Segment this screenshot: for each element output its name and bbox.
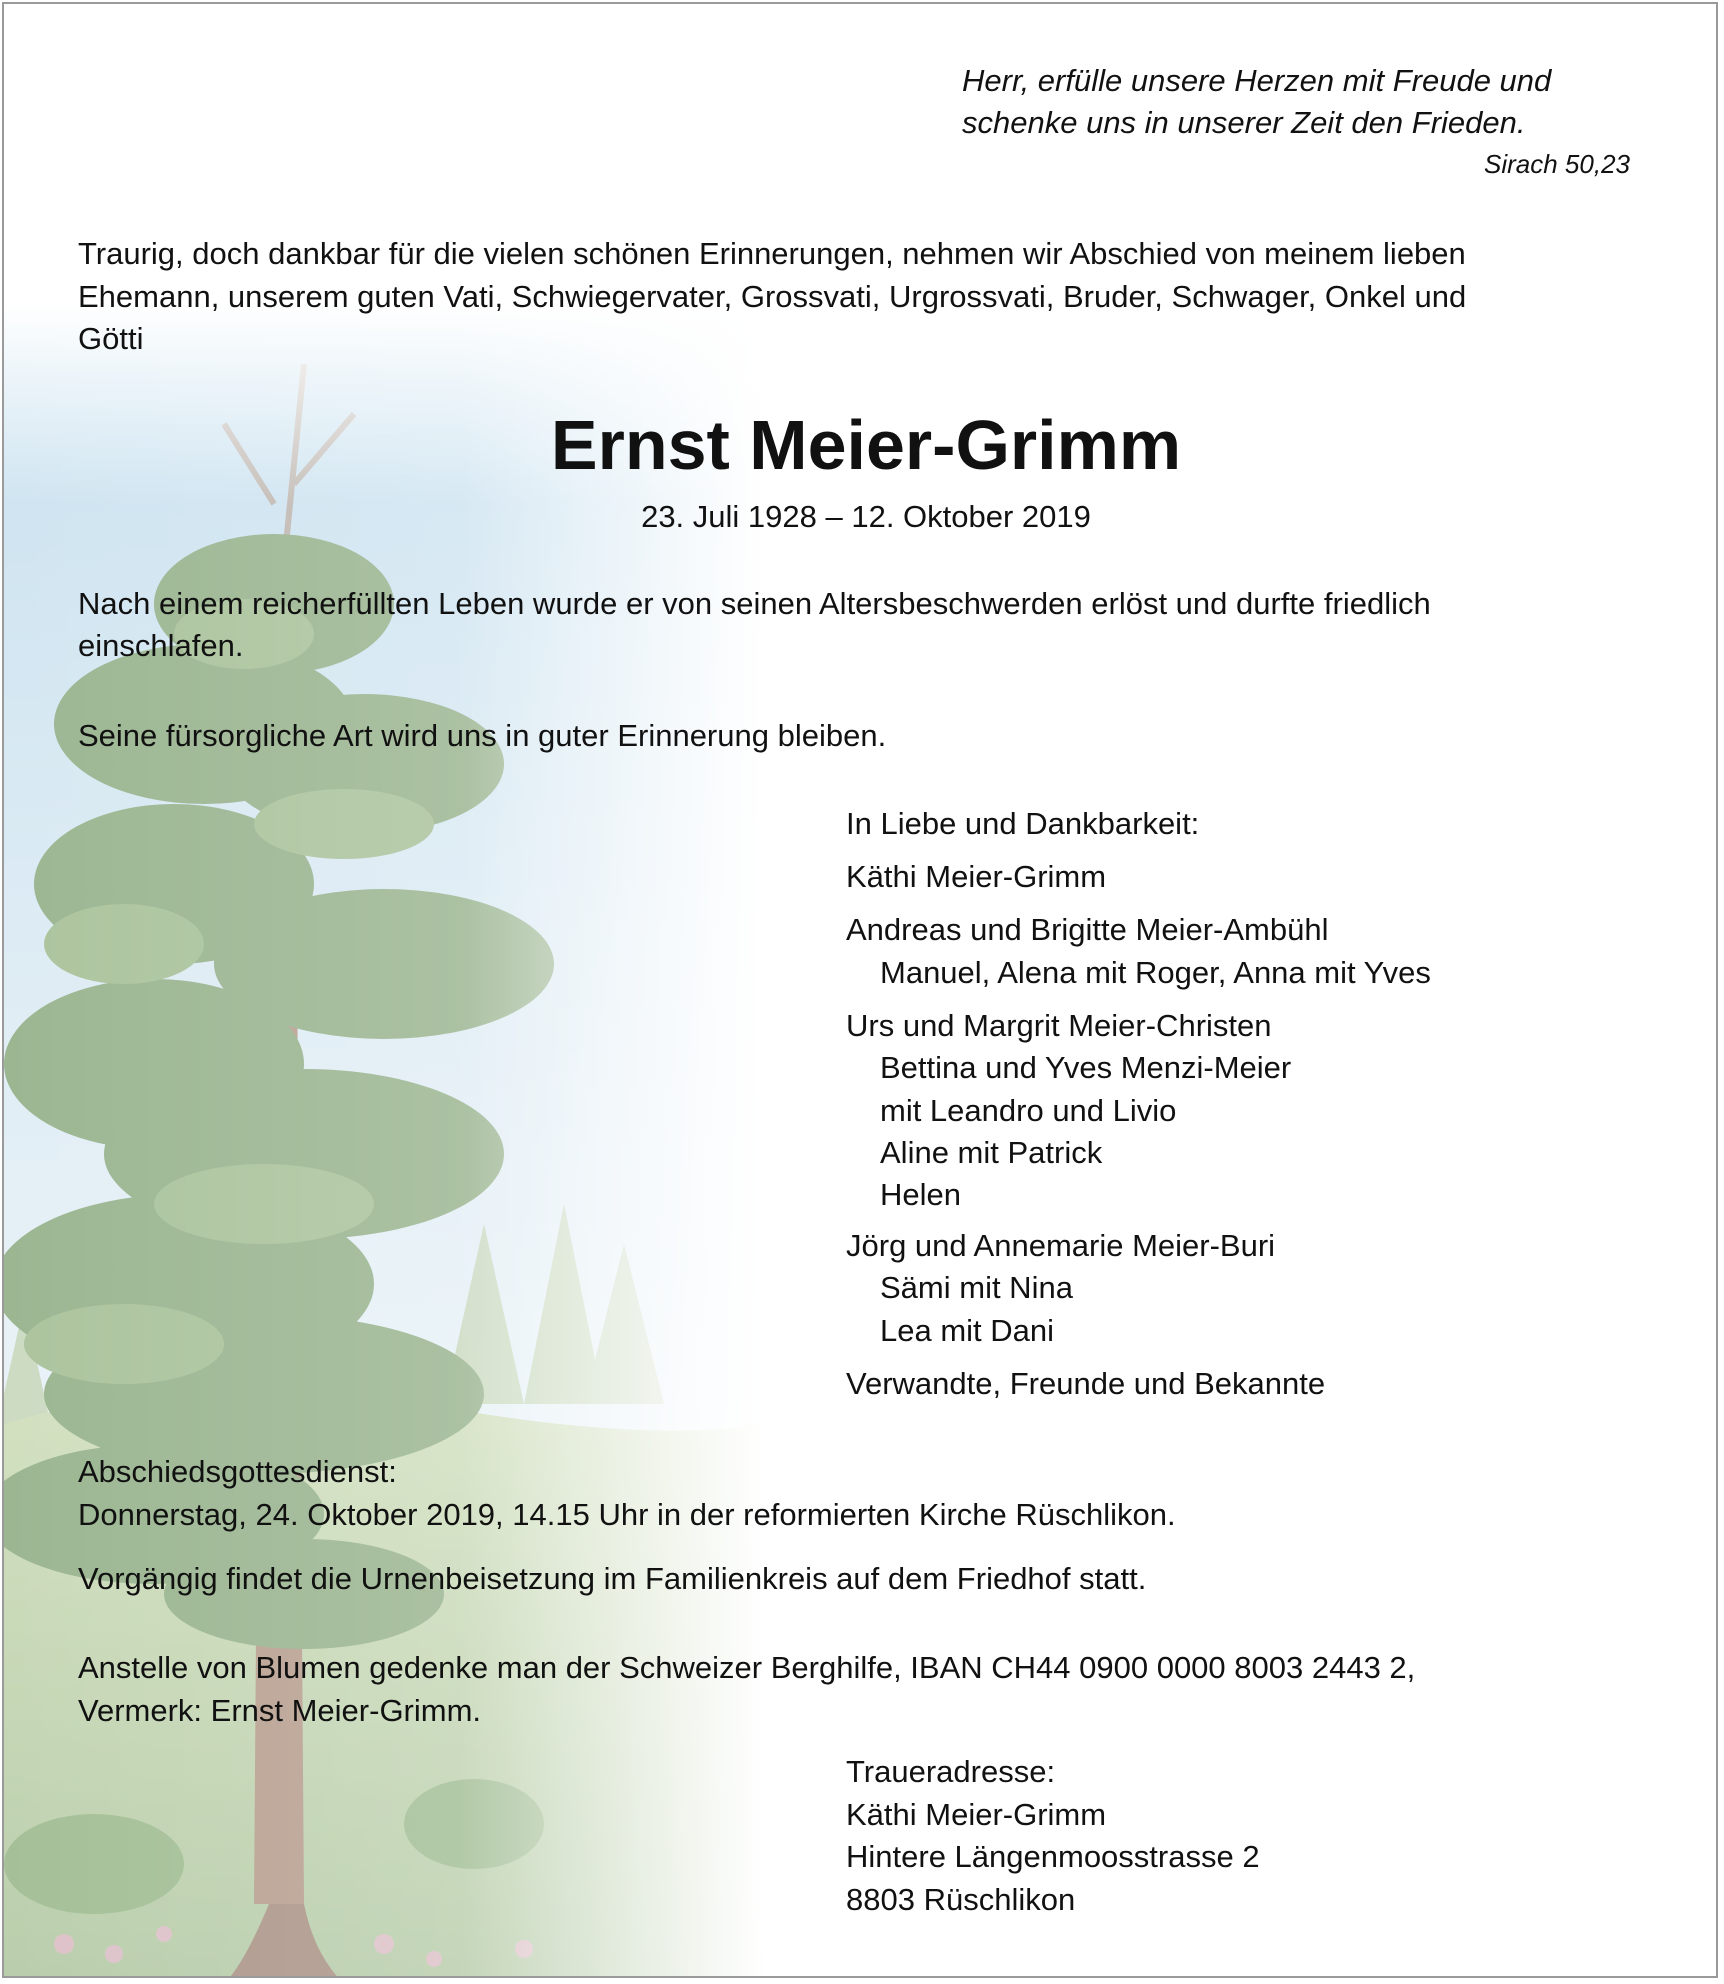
service-heading: Abschiedsgottesdienst: bbox=[78, 1454, 397, 1489]
mourner-3-family-4: Helen bbox=[880, 1177, 961, 1212]
mourner-3: Urs und Margrit Meier-Christen bbox=[846, 1008, 1272, 1043]
quote-line-2: schenke uns in unserer Zeit den Frieden. bbox=[962, 105, 1526, 140]
mourner-2: Andreas und Brigitte Meier-Ambühl bbox=[846, 912, 1329, 947]
text1-line-1: Nach einem reicherfüllten Leben wurde er von seinen Altersbeschwerden erlöst und durfte friedlich bbox=[78, 586, 1431, 621]
quote-line-1: Herr, erfülle unsere Herzen mit Freude und bbox=[962, 63, 1552, 98]
mourner-4: Jörg und Annemarie Meier-Buri bbox=[846, 1228, 1276, 1263]
deceased-name: Ernst Meier-Grimm bbox=[550, 406, 1182, 484]
donation-line-2: Vermerk: Ernst Meier-Grimm. bbox=[78, 1693, 482, 1728]
obituary-page bbox=[2, 2, 1718, 1978]
address-heading: Traueradresse: bbox=[846, 1754, 1056, 1789]
text1-line-2: einschlafen. bbox=[78, 628, 244, 663]
mourner-3-family-2: mit Leandro und Livio bbox=[880, 1093, 1177, 1128]
quote-source: Sirach 50,23 bbox=[1484, 149, 1630, 179]
address-name: Käthi Meier-Grimm bbox=[846, 1797, 1107, 1832]
address-city: 8803 Rüschlikon bbox=[846, 1882, 1076, 1917]
urn-burial-note: Vorgängig findet die Urnenbeisetzung im Familienkreis auf dem Friedhof statt. bbox=[78, 1561, 1147, 1596]
mourner-5: Verwandte, Freunde und Bekannte bbox=[846, 1366, 1326, 1401]
donation-line-1: Anstelle von Blumen gedenke man der Schweizer Berghilfe, IBAN CH44 0900 0000 8003 2443 2, bbox=[78, 1650, 1416, 1685]
mourner-3-family-3: Aline mit Patrick bbox=[880, 1135, 1103, 1170]
mourner-3-family-1: Bettina und Yves Menzi-Meier bbox=[880, 1050, 1292, 1085]
intro-line-1: Traurig, doch dankbar für die vielen schönen Erinnerungen, nehmen wir Abschied von meinem lieben bbox=[78, 236, 1466, 271]
mourner-4-family-1: Sämi mit Nina bbox=[880, 1270, 1073, 1305]
intro-line-3: Götti bbox=[78, 321, 144, 356]
mourner-4-family-2: Lea mit Dani bbox=[880, 1313, 1055, 1348]
service-details: Donnerstag, 24. Oktober 2019, 14.15 Uhr in der reformierten Kirche Rüschlikon. bbox=[78, 1497, 1176, 1532]
life-dates: 23. Juli 1928 – 12. Oktober 2019 bbox=[641, 499, 1091, 534]
mourner-2-family: Manuel, Alena mit Roger, Anna mit Yves bbox=[880, 955, 1431, 990]
mourner-1: Käthi Meier-Grimm bbox=[846, 859, 1107, 894]
text2: Seine fürsorgliche Art wird uns in guter Erinnerung bleiben. bbox=[78, 718, 887, 753]
address-street: Hintere Längenmoosstrasse 2 bbox=[846, 1839, 1260, 1874]
intro-line-2: Ehemann, unserem guten Vati, Schwiegervater, Grossvati, Urgrossvati, Bruder, Schwager, Onkel und bbox=[78, 279, 1467, 314]
mourners-heading: In Liebe und Dankbarkeit: bbox=[846, 806, 1200, 841]
